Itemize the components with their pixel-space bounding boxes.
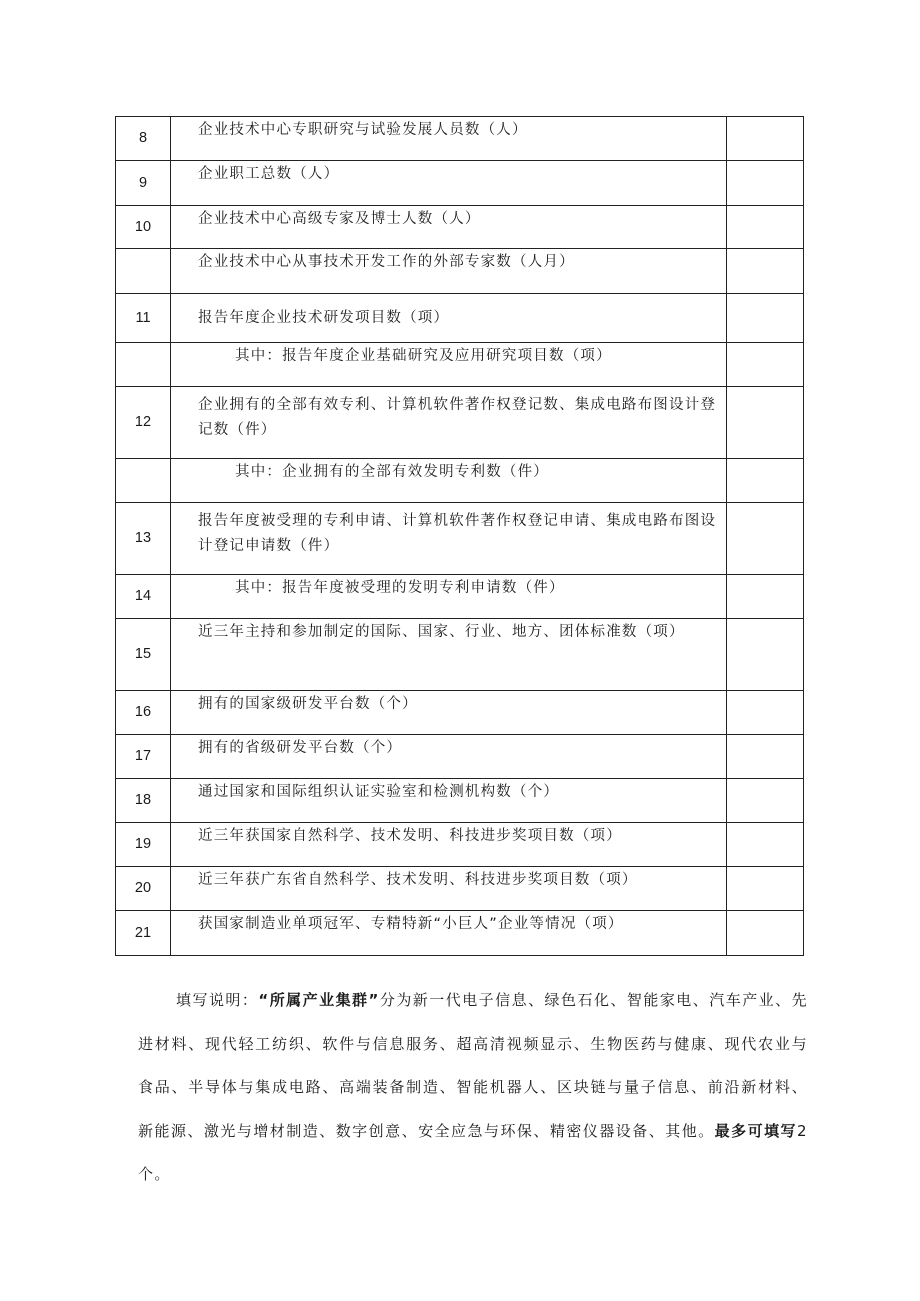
row-number: 15 <box>116 619 171 691</box>
table-row <box>116 575 804 619</box>
row-number: 17 <box>116 735 171 779</box>
row-label: 近三年主持和参加制定的国际、国家、行业、地方、团体标准数（项） <box>171 619 727 691</box>
row-number: 11 <box>116 294 171 343</box>
row-number: 19 <box>116 823 171 867</box>
value-cell[interactable] <box>727 206 804 249</box>
table-row <box>116 823 804 867</box>
table-row <box>116 343 804 387</box>
row-label: 近三年获国家自然科学、技术发明、科技进步奖项目数（项） <box>171 823 727 867</box>
table-row <box>116 294 804 343</box>
row-number: 10 <box>116 206 171 249</box>
row-number: 16 <box>116 691 171 735</box>
table-row <box>116 691 804 735</box>
row-label: 其中：报告年度企业基础研究及应用研究项目数（项） <box>171 343 727 387</box>
row-number: 12 <box>116 387 171 459</box>
value-cell[interactable] <box>727 867 804 911</box>
row-number: 9 <box>116 161 171 206</box>
notes-count: 2 <box>797 1121 808 1140</box>
row-number <box>116 249 171 294</box>
value-cell[interactable] <box>727 823 804 867</box>
table-row <box>116 249 804 294</box>
row-label: 报告年度企业技术研发项目数（项） <box>171 294 727 343</box>
row-label: 通过国家和国际组织认证实验室和检测机构数（个） <box>171 779 727 823</box>
notes-body: 分为新一代电子信息、绿色石化、智能家电、汽车产业、先进材料、现代轻工纺织、软件与信息服务、超高清视频显示、生物医药与健康、现代农业与食品、半导体与集成电路、高端装备制造、智能机器人、区块链与量子信息、前沿新材料、新能源、激光与增材制造、数字创意、安全应急与环保、精密仪器设备、其他。 <box>138 991 809 1140</box>
indicator-table <box>115 116 804 956</box>
value-cell[interactable] <box>727 619 804 691</box>
value-cell[interactable] <box>727 117 804 161</box>
notes-bold-tail: 最多可填写 <box>714 1121 798 1140</box>
value-cell[interactable] <box>727 503 804 575</box>
row-label: 企业技术中心高级专家及博士人数（人） <box>171 206 727 249</box>
value-cell[interactable] <box>727 294 804 343</box>
value-cell[interactable] <box>727 343 804 387</box>
row-label: 拥有的国家级研发平台数（个） <box>171 691 727 735</box>
table-row <box>116 911 804 956</box>
row-label: 报告年度被受理的专利申请、计算机软件著作权登记申请、集成电路布图设计登记申请数（件） <box>171 503 727 575</box>
row-number: 20 <box>116 867 171 911</box>
table-row <box>116 387 804 459</box>
row-label: 其中：企业拥有的全部有效发明专利数（件） <box>171 459 727 503</box>
table-row <box>116 867 804 911</box>
row-number: 18 <box>116 779 171 823</box>
notes-tail-end: 个。 <box>138 1165 171 1183</box>
table-row <box>116 117 804 161</box>
table-row <box>116 503 804 575</box>
value-cell[interactable] <box>727 161 804 206</box>
row-label: 获国家制造业单项冠军、专精特新“小巨人”企业等情况（项） <box>171 911 727 956</box>
row-label: 企业技术中心专职研究与试验发展人员数（人） <box>171 117 727 161</box>
table-row <box>116 779 804 823</box>
row-label: 企业拥有的全部有效专利、计算机软件著作权登记数、集成电路布图设计登记数（件） <box>171 387 727 459</box>
row-number <box>116 459 171 503</box>
value-cell[interactable] <box>727 575 804 619</box>
row-number: 14 <box>116 575 171 619</box>
row-label: 其中：报告年度被受理的发明专利申请数（件） <box>171 575 727 619</box>
row-label: 拥有的省级研发平台数（个） <box>171 735 727 779</box>
table-row <box>116 735 804 779</box>
notes-bold-term: “所属产业集群” <box>258 991 380 1009</box>
value-cell[interactable] <box>727 691 804 735</box>
row-number: 21 <box>116 911 171 956</box>
row-label: 企业职工总数（人） <box>171 161 727 206</box>
notes-prefix: 填写说明： <box>176 991 259 1009</box>
table-row <box>116 459 804 503</box>
value-cell[interactable] <box>727 387 804 459</box>
row-number: 13 <box>116 503 171 575</box>
value-cell[interactable] <box>727 459 804 503</box>
filling-instructions <box>138 979 808 1197</box>
row-number <box>116 343 171 387</box>
table-row <box>116 619 804 691</box>
value-cell[interactable] <box>727 249 804 294</box>
value-cell[interactable] <box>727 779 804 823</box>
value-cell[interactable] <box>727 735 804 779</box>
row-label: 企业技术中心从事技术开发工作的外部专家数（人月） <box>171 249 727 294</box>
value-cell[interactable] <box>727 911 804 956</box>
table-row <box>116 206 804 249</box>
row-label: 近三年获广东省自然科学、技术发明、科技进步奖项目数（项） <box>171 867 727 911</box>
row-number: 8 <box>116 117 171 161</box>
table-row <box>116 161 804 206</box>
